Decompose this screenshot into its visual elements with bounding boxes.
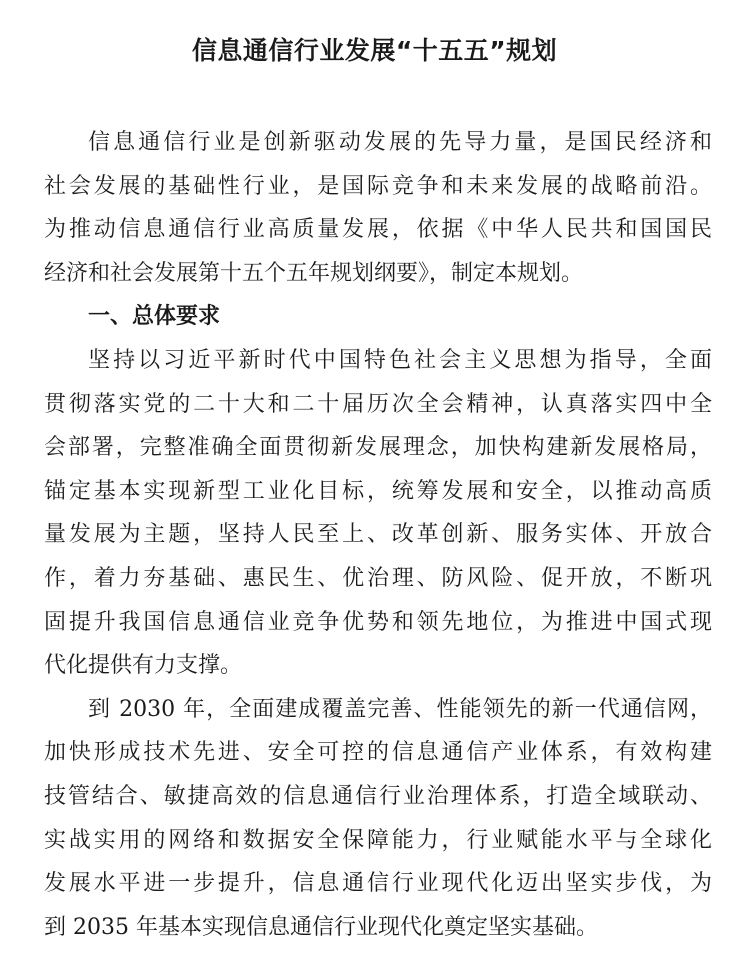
paragraph-line: 到 2030 年，全面建成覆盖完善、性能领先的新一代通信网，: [88, 696, 712, 722]
paragraph-line: 作，着力夯基础、惠民生、优治理、防风险、促开放，不断巩: [44, 565, 712, 591]
paragraph-line: 会部署，完整准确全面贯彻新发展理念，加快构建新发展格局，: [44, 435, 712, 461]
paragraph-line: 代化提供有力支撑。: [44, 653, 243, 679]
document-body: [44, 121, 712, 949]
paragraph-line: 技管结合、敏捷高效的信息通信行业治理体系，打造全域联动、: [44, 783, 712, 809]
paragraph-line: 信息通信行业是创新驱动发展的先导力量，是国民经济和: [88, 130, 712, 155]
paragraph-line: 为推动信息通信行业高质量发展，依据《中华人民共和国国民: [44, 217, 712, 243]
paragraph-line: 到 2035 年基本实现信息通信行业现代化奠定坚实基础。: [44, 914, 598, 940]
paragraph-line: 经济和社会发展第十五个五年规划纲要》，制定本规划。: [44, 260, 584, 286]
paragraph-line: 加快形成技术先进、安全可控的信息通信产业体系，有效构建: [44, 740, 712, 766]
paragraph-line: 固提升我国信息通信业竞争优势和领先地位，为推进中国式现: [44, 609, 712, 635]
paragraph-line: 量发展为主题，坚持人民至上、改革创新、服务实体、开放合: [44, 522, 712, 548]
paragraph-line: 发展水平进一步提升，信息通信行业现代化迈出坚实步伐，为: [44, 871, 712, 897]
paragraph-line: 实战实用的网络和数据安全保障能力，行业赋能水平与全球化: [44, 827, 712, 853]
paragraph-line: 社会发展的基础性行业，是国际竞争和未来发展的战略前沿。: [44, 173, 712, 199]
paragraph-line: 贯彻落实党的二十大和二十届历次全会精神，认真落实四中全: [44, 391, 712, 417]
paragraph-line: 坚持以习近平新时代中国特色社会主义思想为指导，全面: [88, 347, 712, 373]
document-title: 信息通信行业发展“十五五”规划: [191, 36, 558, 65]
paragraph-line: 锚定基本实现新型工业化目标，统筹发展和安全，以推动高质: [44, 478, 712, 504]
section-heading: 一、总体要求: [88, 304, 221, 330]
